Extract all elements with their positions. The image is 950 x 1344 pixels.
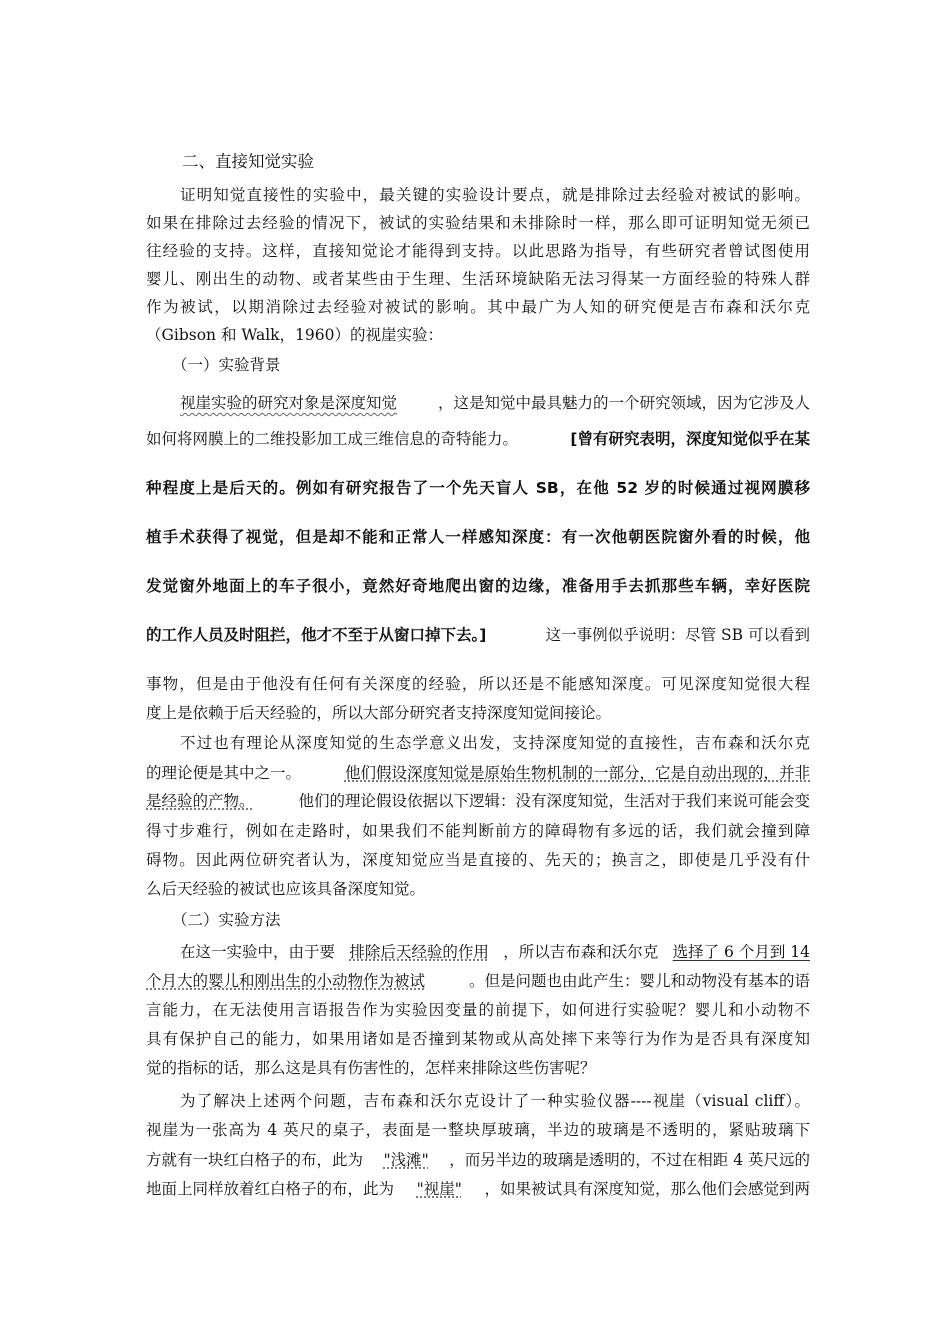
text-line <box>146 791 810 811</box>
text-line <box>146 971 810 991</box>
underlined-phrase: 视崖实验的研究对象是深度知觉 <box>180 394 398 412</box>
underlined-phrase: 选择了 6 个月到 14 <box>672 943 810 961</box>
quoted-text: [曾有研究表明，深度知觉似乎在某 <box>570 430 810 448</box>
text-line: 为了解决上述两个问题，吉布森和沃尔克设计了一种实验仪器----视崖（visual cliff）。 <box>180 1092 810 1110</box>
text-span: ，而另半边的玻璃是透明的，不过在相距 4 英尺远的 <box>449 1151 810 1169</box>
text-line <box>180 393 810 413</box>
text-line: 言能力，在无法使用言语报告作为实验因变量的前提下，如何进行实验呢？婴儿和小动物不 <box>146 1001 810 1019</box>
text-line: 得寸步难行，例如在走路时，如果我们不能判断前方的障碍物有多远的话，我们就会撞到障 <box>146 822 810 840</box>
text-line: 不过也有理论从深度知觉的生态学意义出发，支持深度知觉的直接性，吉布森和沃尔克 <box>180 734 810 752</box>
underlined-phrase: "视崖" <box>416 1180 462 1198</box>
text-line: 婴儿、刚出生的动物、或者某些由于生理、生活环境缺陷无法习得某一方面经验的特殊人群 <box>146 270 810 288</box>
text-span: 的理论便是其中之一。 <box>146 764 302 782</box>
quoted-text-line: 植手术获得了视觉，但是却不能和正常人一样感知深度：有一次他朝医院窗外看的时候，他 <box>146 528 810 546</box>
text-span: 在这一实验中，由于要 <box>180 943 336 961</box>
text-line: 视崖为一张高为 4 英尺的桌子，表面是一整块厚玻璃，半边的玻璃是不透明的，紧贴玻璃下 <box>146 1121 810 1139</box>
text-span: 。但是问题也由此产生：婴儿和动物没有基本的语 <box>468 972 810 990</box>
text-line <box>146 763 810 783</box>
underlined-phrase: 个月大的婴儿和刚出生的小动物作为被试 <box>146 972 426 990</box>
text-line <box>180 942 810 962</box>
text-line <box>146 429 810 449</box>
underlined-phrase: 是经验的产物。 <box>146 792 255 810</box>
text-span: 这一事例似乎说明：尽管 SB 可以看到 <box>545 626 810 644</box>
underlined-phrase: 他们假设深度知觉是原始生物机制的一部分，它是自动出现的，并非 <box>344 764 810 782</box>
text-line <box>146 625 810 645</box>
quoted-text-line: 种程度上是后天的。例如有研究报告了一个先天盲人 SB，在他 52 岁的时候通过视网膜移 <box>146 479 810 497</box>
text-line: 事物，但是由于他没有任何有关深度的经验，所以还是不能感知深度。可见深度知觉很大程 <box>146 675 810 693</box>
text-span: ，如果被试具有深度知觉，那么他们会感觉到两 <box>484 1180 810 1198</box>
text-span: 如何将网膜上的二维投影加工成三维信息的奇特能力。 <box>146 430 519 448</box>
quoted-text-line: 发觉窗外地面上的车子很小，竟然好奇地爬出窗的边缘，准备用手去抓那些车辆，幸好医院 <box>146 577 810 595</box>
subsection-heading: （二）实验方法 <box>172 911 281 929</box>
quoted-text: 的工作人员及时阻拦，他才不至于从窗口掉下去。] <box>146 626 487 644</box>
subsection-heading: （一）实验背景 <box>172 356 281 374</box>
section-heading: 二、直接知觉实验 <box>182 152 314 171</box>
text-line <box>146 1179 810 1199</box>
underlined-phrase: 排除后天经验的作用 <box>349 943 489 961</box>
text-line <box>146 1150 810 1170</box>
text-line: 觉的指标的话，那么这是具有伤害性的，怎样来排除这些伤害呢？ <box>146 1059 596 1077</box>
text-span: 他们的理论假设依据以下逻辑：没有深度知觉，生活对于我们来说可能会变 <box>298 792 810 810</box>
text-line: 证明知觉直接性的实验中，最关键的实验设计要点，就是排除过去经验对被试的影响。 <box>180 186 810 204</box>
text-span: 方就有一块红白格子的布，此为 <box>146 1151 364 1169</box>
text-line: 如果在排除过去经验的情况下，被试的实验结果和未排除时一样，那么即可证明知觉无须已 <box>146 214 810 232</box>
text-span: ，所以吉布森和沃尔克 <box>503 943 659 961</box>
text-line: （Gibson 和 Walk，1960）的视崖实验： <box>146 326 444 344</box>
text-line: 往经验的支持。这样，直接知觉论才能得到支持。以此思路为指导，有些研究者曾试图使用 <box>146 242 810 260</box>
text-line: 具有保护自己的能力，如果用诸如是否撞到某物或从高处摔下来等行为作为是否具有深度知 <box>146 1030 810 1048</box>
text-line: 么后天经验的被试也应该具备深度知觉。 <box>146 880 426 898</box>
text-line: 度上是依赖于后天经验的，所以大部分研究者支持深度知觉间接论。 <box>146 704 612 722</box>
text-span: 地面上同样放着红白格子的布，此为 <box>146 1180 395 1198</box>
text-line: 碍物。因此两位研究者认为，深度知觉应当是直接的、先天的；换言之，即使是几乎没有什 <box>146 851 810 869</box>
underlined-phrase: "浅滩" <box>383 1151 429 1169</box>
text-line: 作为被试，以期消除过去经验对被试的影响。其中最广为人知的研究便是吉布森和沃尔克 <box>146 298 810 316</box>
text-span: ，这是知觉中最具魅力的一个研究领域，因为它涉及人 <box>437 394 810 412</box>
